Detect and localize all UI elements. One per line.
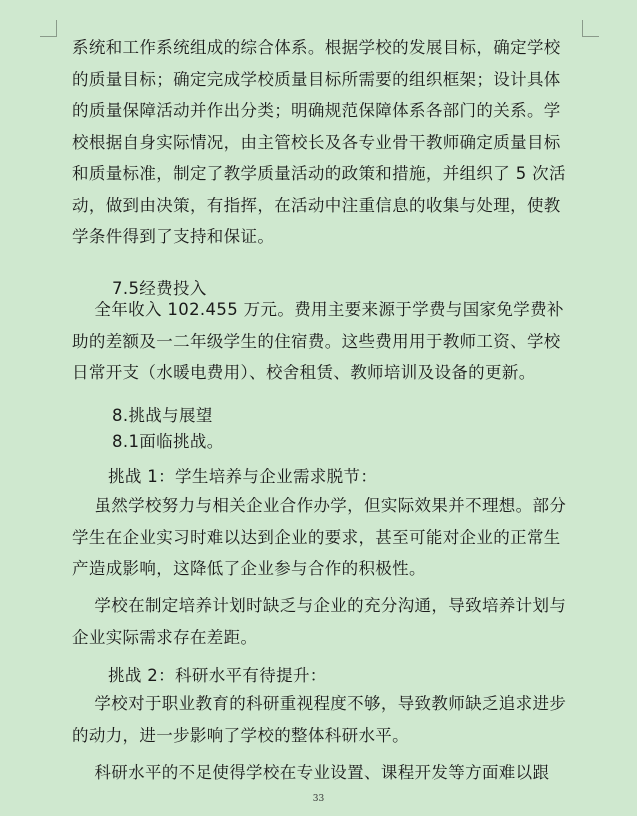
challenge-1-heading: 挑战 1：学生培养与企业需求脱节： — [108, 467, 378, 486]
paragraph-quality-system: 系统和工作系统组成的综合体系。根据学校的发展目标，确定学校的质量目标；确定完成学校质量目标所需要的组织框架；设计具体的质量保障活动并作出分类；明确规范保障体系各部门的关系。学校根据自身实际情况，由主管校长及各专业骨干教师确定质量目标和质量标准，制定了教学质量活动的政策和措施，并组织了 5 次活动，做到由决策，有指挥，在活动中注重信息的收集与处理，使教学条件得到了支持和保证。 — [72, 38, 566, 246]
paragraph-challenge-1-b: 学校在制定培养计划时缺乏与企业的充分沟通，导致培养计划与企业实际需求存在差距。 — [72, 596, 567, 647]
heading-8: 8.挑战与展望 — [112, 406, 213, 425]
paragraph-challenge-2-b: 科研水平的不足使得学校在专业设置、课程开发等方面难以跟 — [72, 763, 550, 782]
page-number: 33 — [312, 794, 325, 804]
crop-mark-top-left — [40, 20, 57, 37]
heading-7-5: 7.5经费投入 — [112, 279, 207, 298]
challenge-2-heading: 挑战 2：科研水平有待提升： — [108, 666, 327, 685]
crop-mark-top-right — [582, 20, 599, 37]
paragraph-challenge-1-a: 虽然学校努力与相关企业合作办学，但实际效果并不理想。部分学生在企业实习时难以达到企业的要求，甚至可能对企业的正常生产造成影响，这降低了企业参与合作的积极性。 — [72, 496, 567, 578]
paragraph-funding: 全年收入 102.455 万元。费用主要来源于学费与国家免学费补助的差额及一二年级学生的住宿费。这些费用用于教师工资、学校日常开支（水暖电费用）、校舍租赁、教师培训及设备的更新。 — [72, 300, 564, 382]
paragraph-challenge-2-a: 学校对于职业教育的科研重视程度不够，导致教师缺乏追求进步的动力，进一步影响了学校的整体科研水平。 — [72, 694, 567, 745]
heading-8-1: 8.1面临挑战。 — [112, 432, 224, 451]
